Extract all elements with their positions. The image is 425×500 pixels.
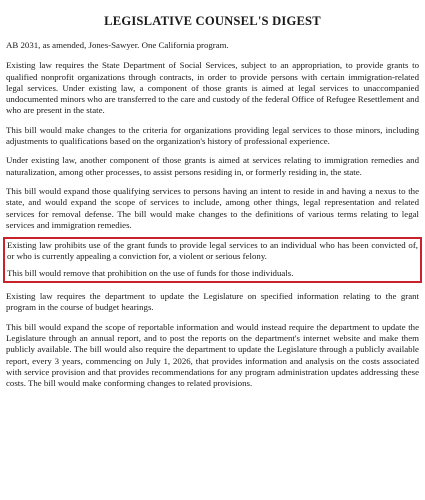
paragraph-existing-law-grants: Existing law requires the State Department of Social Services, subject to an appropriation, to provide grants to qualified nonprofit organizations through contracts, in order to provide persons with certain immigration-related legal services. Under existing law, a component of those grants is aimed at legal services to unaccompanied undocumented minors who are transferred to the care and custody of the federal Office of Refugee Resettlement and who are present in the state. [6,60,419,116]
paragraph-expand-services: This bill would expand those qualifying services to persons having an intent to reside in and having a nexus to the state, and would expand the scope of services to include, among other things, legal representation and related services for removal defense. The bill would make changes to the definitions of various terms relating to legal services and immigration remedies. [6,185,419,230]
paragraph-remove-prohibition: This bill would remove that prohibition on the use of funds for those individuals. [7,267,294,278]
paragraph-felony-prohibition: Existing law prohibits use of the grant funds to provide legal services to an individual who has been convicted of, or who is currently appealing a conviction for, a violent or serious felony. [7,240,418,262]
paragraph-reporting-expansion: This bill would expand the scope of reportable information and would instead require the department to update the Legislature through an annual report, and to post the reports on the department's internet website and make them publicly available. The bill would also require the department to update the Legislature through a publicly available report, every 3 years, commencing on July 1, 2026, that provides information and analysis on the costs associated with service provision and that provides recommendations for any program administration updates addressing these costs. The bill would make conforming changes to related provisions. [6,321,419,389]
paragraph-immigration-remedies: Under existing law, another component of those grants is aimed at services relating to immigration remedies and naturalization, among other processes, to assist persons residing in, or formerly residing in, the state. [6,155,419,177]
bill-line: AB 2031, as amended, Jones-Sawyer. One California program. [6,40,229,50]
paragraph-criteria-changes: This bill would make changes to the criteria for organizations providing legal services to those minors, including adjustments to qualifications based on the organization's history of professional experience. [6,124,419,147]
document-title: LEGISLATIVE COUNSEL'S DIGEST [104,14,321,28]
paragraph-budget-hearings: Existing law requires the department to update the Legislature on specified information relating to the grant program in the course of budget hearings. [6,291,419,313]
highlighted-section [3,237,422,283]
